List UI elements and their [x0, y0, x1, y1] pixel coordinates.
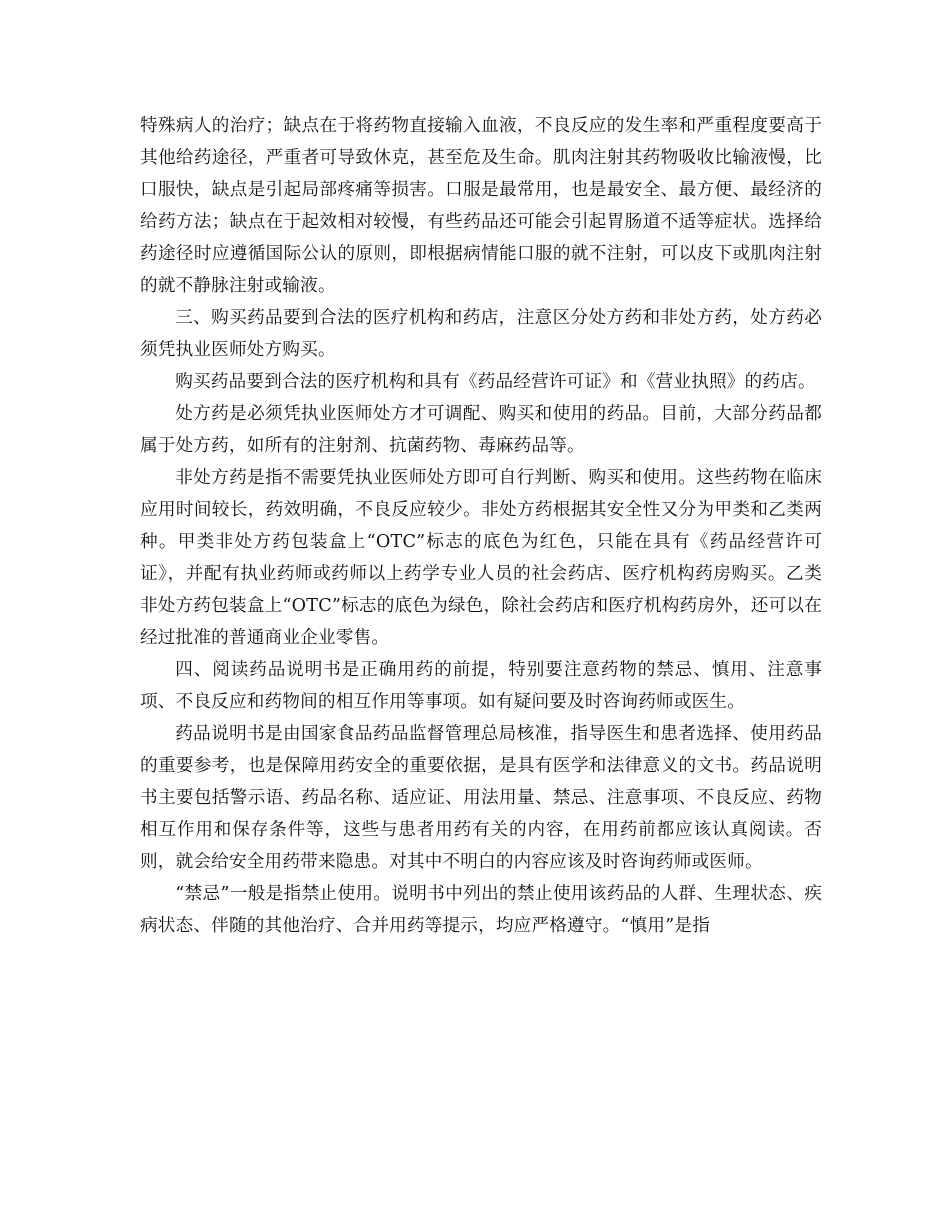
- paragraph-2: 三、购买药品要到合法的医疗机构和药店，注意区分处方药和非处方药，处方药必须凭执业医师处方购买。: [140, 308, 822, 360]
- paragraph-5: 非处方药是指不需要凭执业医师处方即可自行判断、购买和使用。这些药物在临床应用时间较长，药效明确，不良反应较少。非处方药根据其安全性又分为甲类和乙类两种。甲类非处方药包装盒上“OTC”标志的底色为红色，只能在具有《药品经营许可证》，并配有执业药师或药师以上药学专业人员的社会药店、医疗机构药房购买。乙类非处方药包装盒上“OTC”标志的底色为绿色，除社会药店和医疗机构药房外，还可以在经过批准的普通商业企业零售。: [140, 468, 822, 648]
- paragraph-4: 处方药是必须凭执业医师处方才可调配、购买和使用的药品。目前，大部分药品都属于处方药，如所有的注射剂、抗菌药物、毒麻药品等。: [140, 404, 822, 456]
- paragraph-8: “禁忌”一般是指禁止使用。说明书中列出的禁止使用该药品的人群、生理状态、疾病状态、伴随的其他治疗、合并用药等提示，均应严格遵守。“慎用”是指: [140, 884, 822, 936]
- document-body: [140, 110, 822, 942]
- paragraph-3: 购买药品要到合法的医疗机构和具有《药品经营许可证》和《营业执照》的药店。: [175, 372, 816, 392]
- paragraph-7: 药品说明书是由国家食品药品监督管理总局核准，指导医生和患者选择、使用药品的重要参考，也是保障用药安全的重要依据，是具有医学和法律意义的文书。药品说明书主要包括警示语、药品名称、适应证、用法用量、禁忌、注意事项、不良反应、药物相互作用和保存条件等，这些与患者用药有关的内容，在用药前都应该认真阅读。否则，就会给安全用药带来隐患。对其中不明白的内容应该及时咨询药师或医师。: [140, 724, 822, 872]
- paragraph-1: 特殊病人的治疗；缺点在于将药物直接输入血液，不良反应的发生率和严重程度要高于其他给药途径，严重者可导致休克，甚至危及生命。肌肉注射其药物吸收比输液慢，比口服快，缺点是引起局部疼痛等损害。口服是最常用，也是最安全、最方便、最经济的给药方法；缺点在于起效相对较慢，有些药品还可能会引起胃肠道不适等症状。选择给药途径时应遵循国际公认的原则，即根据病情能口服的就不注射，可以皮下或肌肉注射的就不静脉注射或输液。: [140, 116, 822, 296]
- paragraph-6: 四、阅读药品说明书是正确用药的前提，特别要注意药物的禁忌、慎用、注意事项、不良反应和药物间的相互作用等事项。如有疑问要及时咨询药师或医生。: [140, 660, 822, 712]
